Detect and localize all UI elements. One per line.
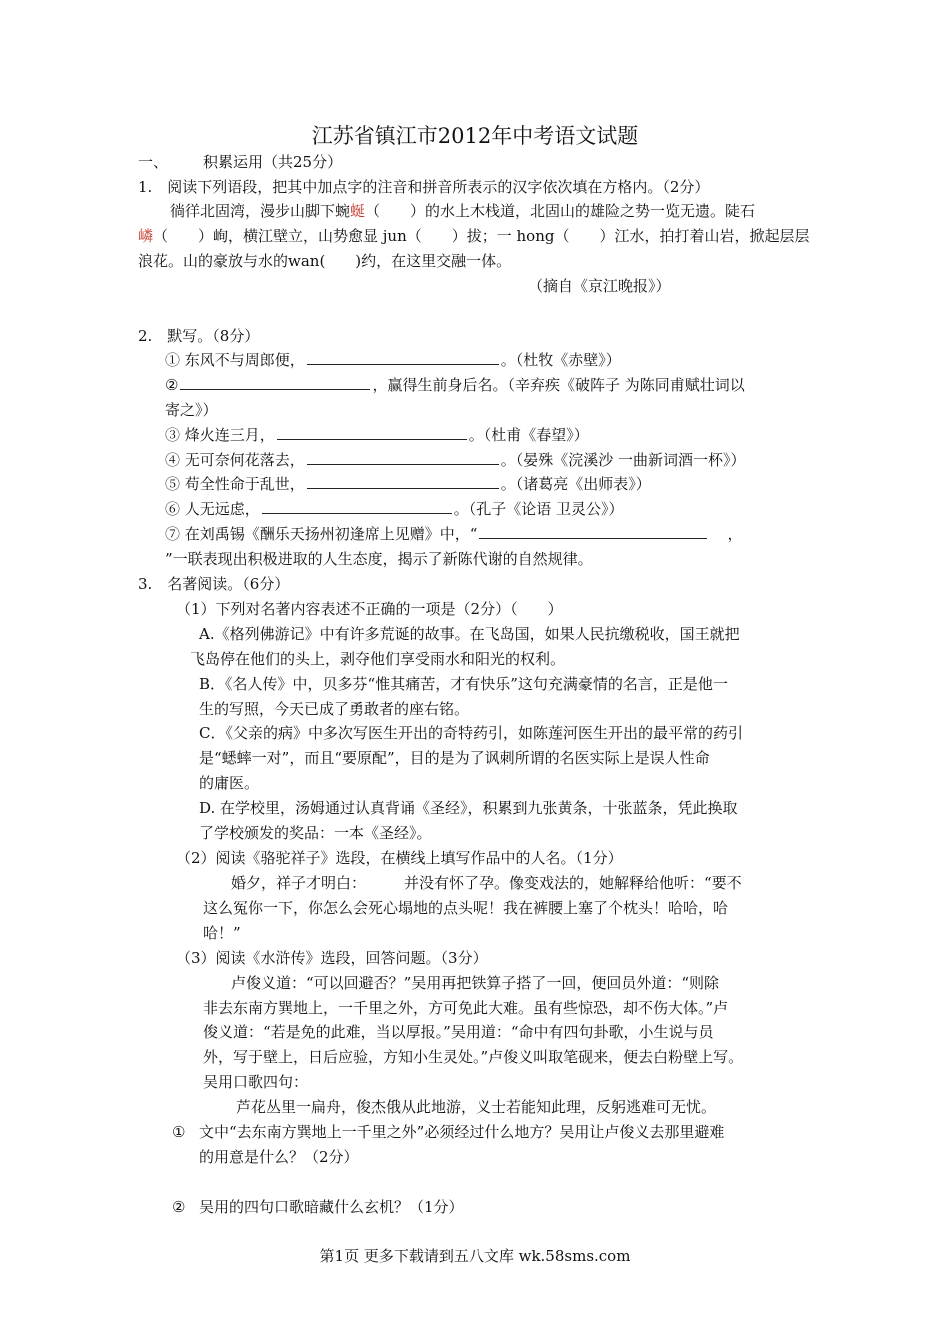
answer-blank[interactable]	[307, 450, 499, 465]
q2-item-4-source: 。（晏殊《浣溪沙 一曲新词酒一杯》）	[500, 451, 746, 469]
q2-item-1-source: 。（杜牧《赤壁》）	[500, 351, 621, 369]
section-title: 积累运用（共25分）	[203, 153, 343, 171]
q2-item-6-source: 。（孔子《论语 卫灵公》）	[453, 500, 624, 518]
q2-item-1-text: ① 东风不与周郎便，	[165, 351, 305, 369]
q1-line2-text: （ ）峋，横江壁立，山势愈显 jun（ ）拔；一 hong（ ）江水，拍打着山岩，掀起层层	[153, 227, 810, 245]
q3-sub2-p3: 哈！”	[203, 924, 241, 942]
option-d-line2: 了学校颁发的奖品：一本《圣经》。	[199, 824, 432, 842]
q2-item-7-comma: ，	[727, 525, 743, 543]
answer-blank[interactable]	[307, 474, 499, 489]
q2-item-7-cont: ”一联表现出积极进取的人生态度，揭示了新陈代谢的自然规律。	[165, 550, 593, 568]
q1-line1-b: （ ）的水上木栈道，北固山的雄险之势一览无遗。陡石	[365, 202, 756, 220]
q2-item-3	[165, 425, 589, 445]
question-a-line1: 文中“去东南方巽地上一千里之外”必须经过什么地方？吴用让卢俊义去那里避难	[199, 1123, 725, 1141]
page-footer: 第1页 更多下载请到五八文库 wk.58sms.com	[319, 1247, 631, 1265]
q3-sub1: （1）下列对名著内容表述不正确的一项是（2分）（ ）	[176, 600, 563, 618]
q2-item-2	[165, 375, 745, 395]
q3-sub3: （3）阅读《水浒传》选段，回答问题。（3分）	[176, 949, 488, 967]
question-a-number: ①	[172, 1123, 186, 1141]
q1-line2	[138, 226, 809, 246]
q1-line1-a: 徜徉北固湾，漫步山脚下蜿	[170, 202, 351, 220]
question-b-number: ②	[172, 1198, 186, 1216]
q2-item-6	[165, 499, 624, 519]
q2-item-4	[165, 450, 746, 470]
option-b-line2: 生的写照，今天已成了勇敢者的座右铭。	[199, 700, 470, 718]
answer-blank[interactable]	[262, 499, 452, 514]
q2-item-5-text: ⑤ 苟全性命于乱世，	[165, 475, 305, 493]
q3-stem: 3. 名著阅读。（6分）	[138, 575, 290, 593]
dotted-char-1: 蜒	[350, 202, 366, 220]
option-c-line3: 的庸医。	[199, 774, 260, 792]
q2-stem: 2. 默写。（8分）	[138, 327, 260, 345]
option-c-line2: 是“蟋蟀一对”，而且“要原配”，目的是为了讽刺所谓的名医实际上是误人性命	[199, 749, 710, 767]
option-d-line1: D. 在学校里，汤姆通过认真背诵《圣经》，积累到九张黄条，十张蓝条，凭此换取	[199, 799, 738, 817]
q3-sub2-p1-b: 并没有怀了孕。像变戏法的，她解释给他听：“要不	[404, 874, 742, 892]
q3-sub3-p3: 俊义道：“若是免的此难，当以厚报。”吴用道：“命中有四句卦歌，小生说与员	[203, 1023, 714, 1041]
poem: 芦花丛里一扁舟，俊杰俄从此地游，义士若能知此理，反躬逃难可无忧。	[236, 1098, 717, 1116]
q2-item-3-source: 。（杜甫《春望》）	[468, 426, 589, 444]
option-c-line1: C．《父亲的病》中多次写医生开出的奇特药引，如陈莲河医生开出的最平常的药引	[199, 724, 743, 742]
q3-sub2-p2: 这么冤你一下，你怎么会死心塌地的点头呢！我在裤腰上塞了个枕头！哈哈，哈	[203, 899, 729, 917]
q2-item-4-text: ④ 无可奈何花落去，	[165, 451, 305, 469]
question-b: 吴用的四句口歌暗藏什么玄机？（1分）	[199, 1198, 464, 1216]
q1-line3: 浪花。山的豪放与水的wan( )约，在这里交融一体。	[138, 252, 512, 270]
q1-stem: 1. 阅读下列语段，把其中加点字的注音和拼音所表示的汉字依次填在方格内。（2分）	[138, 178, 710, 196]
q2-item-5-source: 。（诸葛亮《出师表》）	[500, 475, 651, 493]
q2-item-6-text: ⑥ 人无远虑，	[165, 500, 260, 518]
section-number: 一、	[138, 153, 169, 171]
answer-blank[interactable]	[479, 524, 707, 539]
q2-item-7	[165, 524, 742, 544]
option-a-line1: A.《格列佛游记》中有许多荒诞的故事。在飞岛国，如果人民抗缴税收，国王就把	[199, 625, 740, 643]
dotted-char-2: 嶙	[138, 227, 154, 245]
q2-item-2-cont: 寄之》）	[165, 401, 218, 419]
q2-item-2-text: ，赢得生前身后名。（辛弃疾《破阵子 为陈同甫赋壮词以	[372, 376, 745, 394]
q2-item-3-text: ③ 烽火连三月，	[165, 426, 275, 444]
answer-blank[interactable]	[307, 350, 499, 365]
q3-sub2: （2）阅读《骆驼祥子》选段，在横线上填写作品中的人名。（1分）	[176, 849, 623, 867]
option-b-line1: B．《名人传》中，贝多芬“惟其痛苦，才有快乐”这句充满豪情的名言，正是他一	[199, 675, 728, 693]
answer-blank[interactable]	[180, 375, 370, 390]
q3-sub2-p1	[231, 873, 742, 893]
q2-item-1	[165, 350, 621, 370]
q3-sub3-p4: 外，写于壁上，日后应验，方知小生灵处。”卢俊义叫取笔砚来，便去白粉壁上写。	[203, 1048, 744, 1066]
q3-sub3-p1: 卢俊义道：“可以回避否？”吴用再把铁算子搭了一回，便回员外道：“则除	[231, 974, 720, 992]
q2-item-5	[165, 474, 651, 494]
q1-source: （摘自《京江晚报》）	[528, 277, 671, 295]
q3-sub3-p2: 非去东南方巽地上，一千里之外，方可免此大难。虽有些惊恐，却不伤大体。”卢	[203, 999, 729, 1017]
q3-sub3-p5: 吴用口歌四句：	[203, 1073, 309, 1091]
q2-item-2-num: ②	[165, 376, 179, 394]
page-title: 江苏省镇江市2012年中考语文试题	[311, 124, 639, 148]
q3-sub2-p1-a: 婚夕，祥子才明白：	[231, 874, 367, 892]
answer-blank[interactable]	[277, 425, 467, 440]
q1-line1	[170, 201, 755, 221]
option-a-line2: 飞岛停在他们的头上，剥夺他们享受雨水和阳光的权利。	[190, 650, 566, 668]
q2-item-7-text: ⑦ 在刘禹锡《酬乐天扬州初逢席上见赠》中，“	[165, 525, 478, 543]
question-a-line2: 的用意是什么？（2分）	[199, 1148, 359, 1166]
